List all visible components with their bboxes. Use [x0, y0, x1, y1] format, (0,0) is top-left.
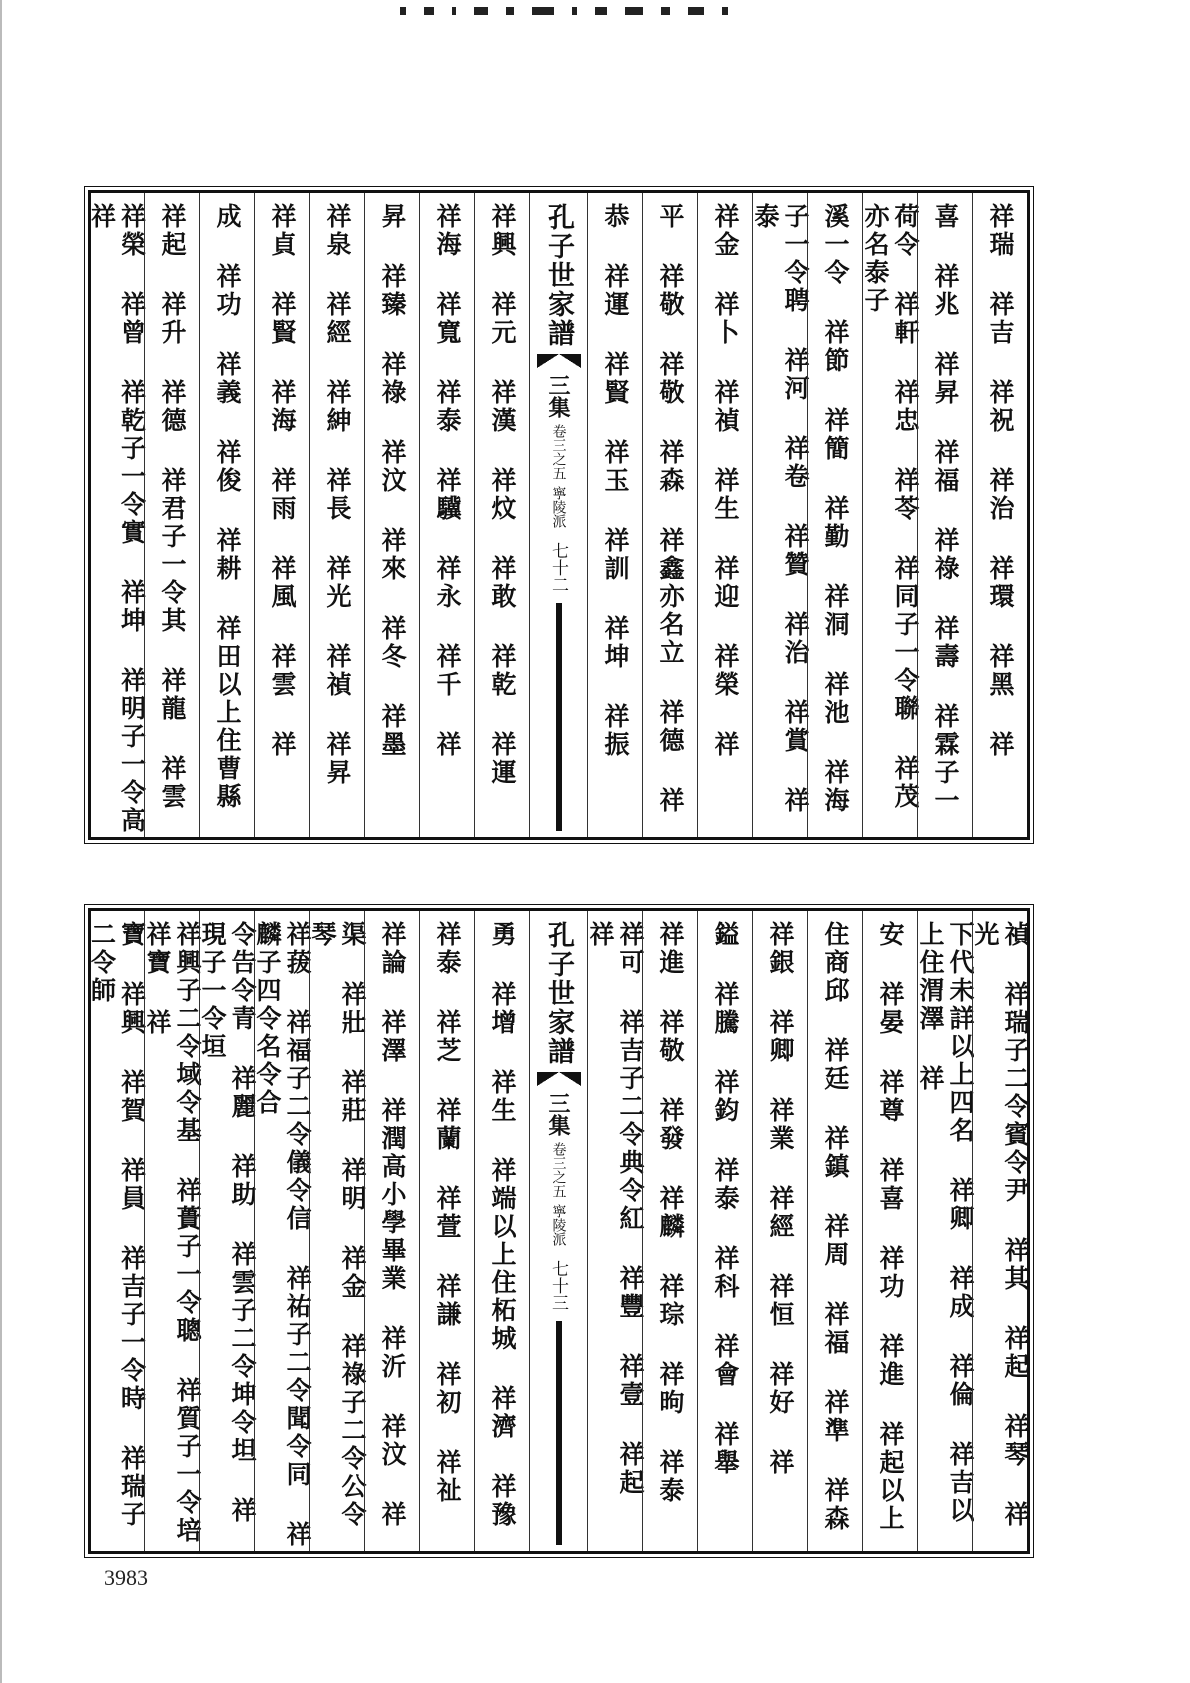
bottom-register-panel	[88, 908, 1030, 1554]
folio-number: 七十三	[548, 1260, 568, 1311]
column-text: 祥興 祥元 祥漢 祥炆 祥敢 祥乾 祥運	[488, 203, 517, 787]
column-text: 祥起 祥升 祥德 祥君子一令其 祥龍 祥雲	[158, 203, 187, 811]
column-text: 禎 祥瑞子二令賓令尹 祥其 祥起 祥琴 祥光	[971, 921, 1030, 1529]
page-edge-line	[0, 0, 2, 1683]
text-column	[862, 911, 917, 1551]
text-column	[916, 911, 975, 1551]
text-column	[861, 193, 920, 837]
column-text: 祥可 祥吉子二令典令紅 祥豐 祥壹 祥起 祥	[586, 921, 645, 1497]
text-column	[807, 911, 862, 1551]
branch-label: 寧陵派	[550, 486, 567, 528]
fishtail-bar	[556, 1321, 562, 1545]
collection-label: 三集	[545, 1092, 571, 1136]
fishtail-marker	[537, 1072, 581, 1086]
column-text: 下代未詳以上四名 祥卿 祥成 祥倫 祥吉以上住渭澤 祥	[916, 921, 975, 1525]
folio-number: 七十二	[548, 542, 568, 593]
text-column	[364, 911, 419, 1551]
text-column	[752, 911, 807, 1551]
branch-label: 寧陵派	[550, 1204, 567, 1246]
column-text: 祥貞 祥賢 祥海 祥雨 祥風 祥雲 祥	[268, 203, 297, 759]
column-text: 溪一令 祥節 祥簡 祥勤 祥洞 祥池 祥海	[821, 203, 850, 815]
text-column	[972, 193, 1027, 837]
book-title: 孔子世家譜	[543, 921, 574, 1066]
text-column	[144, 193, 199, 837]
text-column	[87, 193, 147, 837]
book-title: 孔子世家譜	[543, 203, 574, 348]
column-text: 子一令聘 祥河 祥卷 祥贊 祥治 祥賞 祥泰	[751, 203, 810, 815]
center-title-column	[529, 193, 587, 837]
column-text: 祥榮 祥曾 祥乾子一令實 祥坤 祥明子一令高 祥	[87, 203, 147, 835]
column-text: 祥金 祥卜 祥禎 祥生 祥迎 祥榮 祥	[711, 203, 740, 759]
column-text: 祥泉 祥經 祥紳 祥長 祥光 祥禎 祥昇	[323, 203, 352, 787]
text-column	[143, 911, 202, 1551]
column-text: 令告令青 祥麗 祥助 祥雲子二令坤令坦 祥現子一令垣	[198, 921, 257, 1525]
column-text: 住商邱 祥廷 祥鎮 祥周 祥福 祥準 祥森	[821, 921, 850, 1533]
column-text: 安 祥晏 祥尊 祥喜 祥功 祥進 祥起以上	[876, 921, 905, 1533]
column-text: 祥瑞 祥吉 祥祝 祥治 祥環 祥黑 祥	[986, 203, 1015, 759]
text-column	[587, 193, 642, 837]
column-text: 祥興子二令域令基 祥蕢子一令聰 祥質子一令培 祥寶 祥	[143, 921, 202, 1545]
collection-label: 三集	[545, 374, 571, 418]
volume-label: 卷三之五	[550, 424, 567, 480]
text-column	[199, 193, 254, 837]
column-text: 祥泰 祥芝 祥蘭 祥萱 祥謙 祥初 祥祉	[433, 921, 462, 1505]
page-number: 3983	[104, 1565, 148, 1590]
text-column	[697, 193, 752, 837]
column-text: 昇 祥臻 祥祿 祥汶 祥來 祥冬 祥墨	[378, 203, 407, 759]
text-column	[971, 911, 1030, 1551]
column-text: 喜 祥兆 祥昇 祥福 祥祿 祥壽 祥霖子一	[931, 203, 960, 815]
text-column	[474, 193, 529, 837]
column-text: 渠 祥壯 祥莊 祥明 祥金 祥祿子二令公令琴	[308, 921, 367, 1529]
column-text: 荷令 祥軒 祥忠 祥苓 祥同子一令聯 祥茂亦名泰子	[861, 203, 920, 811]
text-column	[87, 911, 147, 1551]
text-column	[419, 911, 474, 1551]
text-column	[642, 911, 697, 1551]
text-column	[697, 911, 752, 1551]
column-text: 平 祥敬 祥敬 祥森 祥鑫亦名立 祥德 祥	[656, 203, 685, 815]
text-column	[198, 911, 257, 1551]
column-text: 祥銀 祥卿 祥業 祥經 祥恒 祥好 祥	[766, 921, 795, 1477]
column-text: 祥菝 祥福子二令儀令信 祥祐子二令聞令同 祥麟子四令名令合	[253, 921, 312, 1549]
column-text: 祥海 祥寬 祥泰 祥驥 祥永 祥千 祥	[433, 203, 462, 759]
text-column	[253, 911, 312, 1551]
column-text: 鎰 祥騰 祥鈞 祥泰 祥科 祥會 祥舉	[711, 921, 740, 1477]
text-column	[586, 911, 645, 1551]
column-text: 勇 祥增 祥生 祥端以上住柘城 祥濟 祥豫	[488, 921, 517, 1529]
text-column	[254, 193, 309, 837]
text-column	[474, 911, 529, 1551]
top-register-panel	[88, 190, 1030, 840]
column-text: 成 祥功 祥義 祥俊 祥耕 祥田以上住曹縣	[213, 203, 242, 811]
column-text: 寶 祥興 祥賀 祥員 祥吉子一令時 祥瑞子二令師	[87, 921, 147, 1529]
text-column	[917, 193, 972, 837]
fishtail-marker	[537, 354, 581, 368]
text-column	[309, 193, 364, 837]
column-text: 祥進 祥敬 祥發 祥麟 祥琮 祥昫 祥泰	[656, 921, 685, 1505]
text-column	[642, 193, 697, 837]
column-text: 祥論 祥澤 祥潤高小學畢業 祥沂 祥汶 祥	[378, 921, 407, 1529]
fishtail-bar	[556, 603, 562, 831]
text-column	[419, 193, 474, 837]
text-column	[364, 193, 419, 837]
text-column	[751, 193, 810, 837]
volume-label: 卷三之五	[550, 1142, 567, 1198]
text-column	[308, 911, 367, 1551]
text-column	[807, 193, 862, 837]
center-title-column	[529, 911, 587, 1551]
bleed-through-marks	[400, 4, 960, 18]
column-text: 恭 祥運 祥賢 祥玉 祥訓 祥坤 祥振	[601, 203, 630, 759]
